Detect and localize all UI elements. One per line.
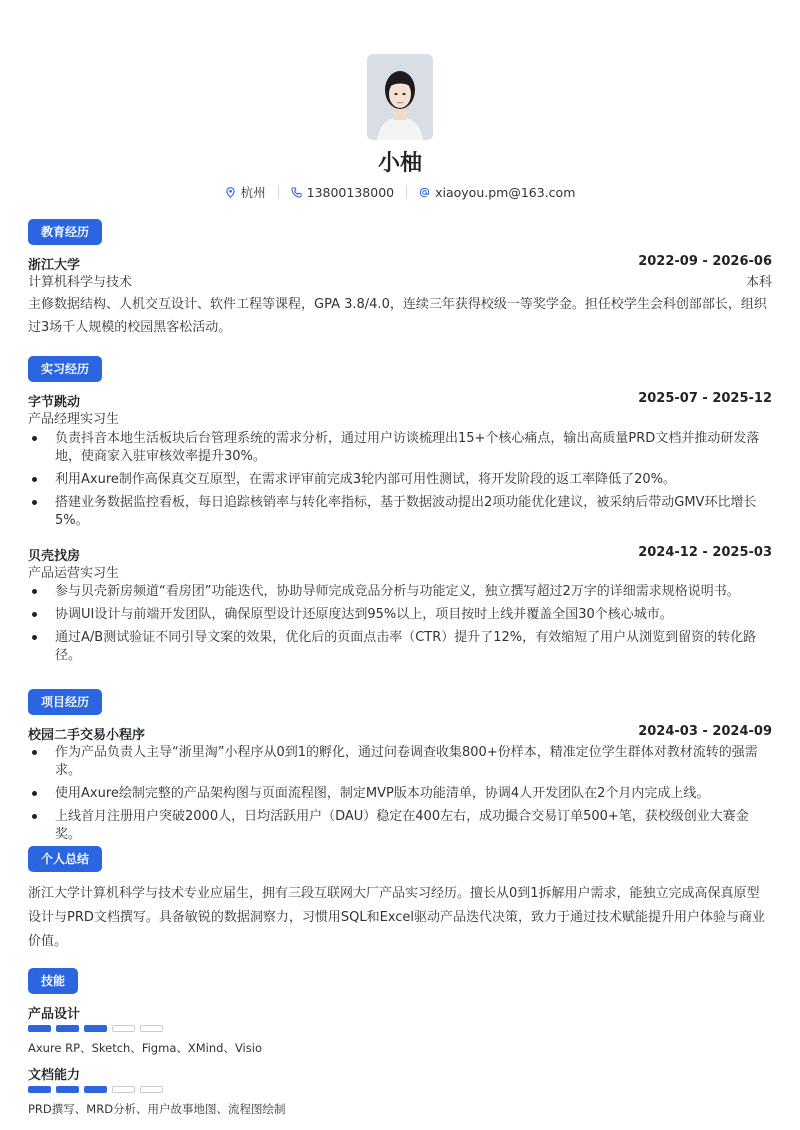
bullet-item: 协调UI设计与前端开发团队，确保原型设计还原度达到95%以上，项目按时上线并覆盖全国30个核心城市。	[28, 606, 772, 624]
bullet-item: 搭建业务数据监控看板，每日追踪核销率与转化率指标，基于数据波动提出2项功能优化建议，被采纳后带动GMV环比增长5%。	[28, 494, 772, 530]
internship-bullets	[28, 430, 772, 535]
skill-level-segment-empty	[112, 1086, 135, 1093]
contact-divider	[406, 185, 407, 199]
email-text[interactable]: xiaoyou.pm@163.com	[435, 184, 576, 200]
internship-role-row	[28, 408, 772, 427]
skill-level-bar	[28, 1025, 163, 1032]
section-tag-projects: 项目经历	[28, 689, 102, 715]
at-sign-icon	[419, 187, 430, 198]
map-pin-icon	[225, 187, 236, 198]
bullet-item: 上线首月注册用户突破2000人，日均活跃用户（DAU）稳定在400左右，成功撮合交易订单500+笔，获校级创业大赛金奖。	[28, 808, 772, 844]
education-subheader-row	[28, 271, 772, 290]
skill-level-segment-filled	[28, 1025, 51, 1032]
bullet-item: 使用Axure绘制完整的产品架构图与页面流程图，制定MVP版本功能清单，协调4人开发团队在2个月内完成上线。	[28, 785, 772, 803]
role-title: 产品运营实习生	[28, 566, 120, 581]
education-period: 2022-09 - 2026-06	[638, 254, 772, 269]
section-tag-education: 教育经历	[28, 219, 102, 245]
role-title: 产品经理实习生	[28, 412, 120, 427]
location-item	[225, 183, 266, 201]
skill-level-segment-filled	[56, 1025, 79, 1032]
education-description: 主修数据结构、人机交互设计、软件工程等课程，GPA 3.8/4.0，连续三年获得校级一等奖学金。担任校学生会科创部部长，组织过3场千人规模的校园黑客松活动。	[28, 297, 767, 335]
email-item	[419, 185, 575, 200]
skill-name: 产品设计	[28, 1007, 81, 1022]
section-tag-internships: 实习经历	[28, 356, 102, 382]
internship-role-row	[28, 562, 772, 581]
major: 计算机科学与技术	[28, 275, 133, 290]
skill-level-segment-filled	[84, 1025, 107, 1032]
bullet-item: 利用Axure制作高保真交互原型，在需求评审前完成3轮内部可用性测试，将开发阶段的返工率降低了20%。	[28, 471, 772, 489]
skill-level-bar	[28, 1086, 163, 1093]
project-name: 校园二手交易小程序	[28, 728, 146, 743]
skill-tools: Axure RP、Sketch、Figma、XMind、Visio	[28, 1041, 262, 1055]
skill-level-segment-filled	[28, 1086, 51, 1093]
candidate-name: 小柚	[377, 151, 422, 176]
contact-divider	[278, 185, 279, 199]
profile-photo	[367, 54, 433, 140]
phone-text[interactable]: 13800138000	[306, 184, 395, 200]
skill-tools: PRD撰写、MRD分析、用户故事地图、流程图绘制	[28, 1102, 286, 1116]
company-name: 字节跳动	[28, 395, 81, 410]
skill-level-segment-filled	[56, 1086, 79, 1093]
bullet-item: 参与贝壳新房频道“看房团”功能迭代，协助导师完成竞品分析与功能定义，独立撰写超过2万字的详细需求规格说明书。	[28, 583, 772, 601]
school-name: 浙江大学	[28, 258, 81, 273]
phone-item	[291, 185, 394, 200]
internship-bullets	[28, 583, 772, 670]
bullet-item: 通过A/B测试验证不同引导文案的效果，优化后的页面点击率（CTR）提升了12%，有效缩短了用户从浏览到留资的转化路径。	[28, 629, 772, 665]
section-tag-summary: 个人总结	[28, 846, 102, 872]
bullet-item: 作为产品负责人主导“浙里淘”小程序从0到1的孵化，通过问卷调查收集800+份样本，精准定位学生群体对教材流转的强需求。	[28, 744, 772, 780]
summary-text: 浙江大学计算机科学与技术专业应届生，拥有三段互联网大厂产品实习经历。擅长从0到1拆解用户需求，能独立完成高保真原型设计与PRD文档撰写。具备敏锐的数据洞察力，习惯用SQL和Excel驱动产品迭代决策，致力于通过技术赋能提升用户体验与商业价值。	[28, 886, 766, 949]
internship-period: 2024-12 - 2025-03	[638, 545, 772, 560]
degree: 本科	[745, 275, 772, 290]
project-period: 2024-03 - 2024-09	[638, 724, 772, 739]
skill-name: 文档能力	[28, 1068, 81, 1083]
location-text: 杭州	[240, 185, 266, 200]
project-header-row	[28, 724, 772, 743]
project-bullets	[28, 744, 772, 849]
skill-level-segment-empty	[140, 1086, 163, 1093]
phone-icon	[291, 187, 302, 198]
contact-info	[0, 183, 800, 201]
skill-level-segment-filled	[84, 1086, 107, 1093]
section-tag-skills: 技能	[28, 968, 78, 994]
bullet-item: 负责抖音本地生活板块后台管理系统的需求分析，通过用户访谈梳理出15+个核心痛点，输出高质量PRD文档并推动研发落地，使商家入驻审核效率提升30%。	[28, 430, 772, 466]
company-name: 贝壳找房	[28, 549, 81, 564]
internship-period: 2025-07 - 2025-12	[638, 391, 772, 406]
skill-level-segment-empty	[140, 1025, 163, 1032]
skill-level-segment-empty	[112, 1025, 135, 1032]
